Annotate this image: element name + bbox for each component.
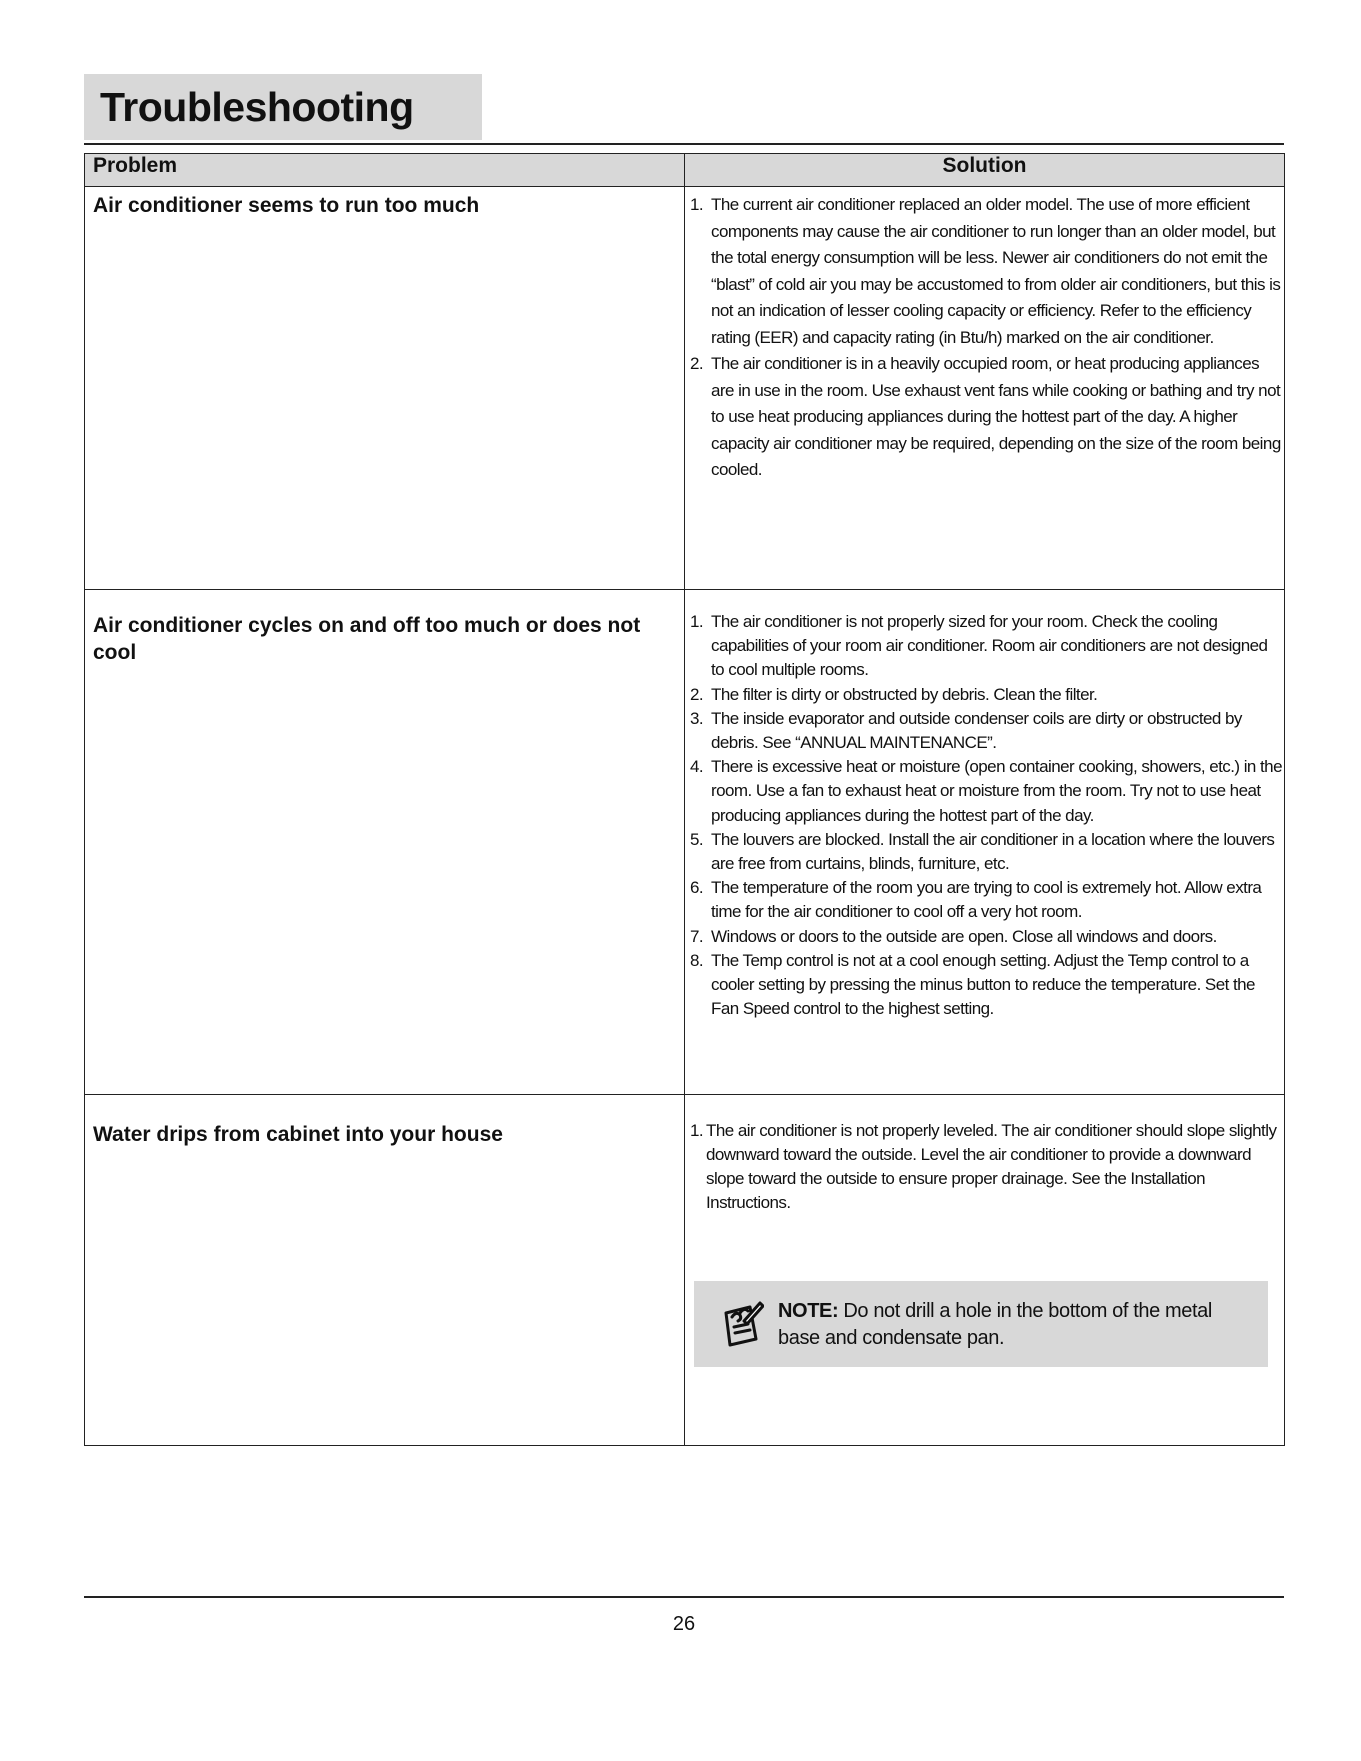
solution-text: The temperature of the room you are trying to cool is extremely hot. Allow extra time for the air conditioner to cool off a very hot room. <box>711 878 1262 922</box>
solution-text: The louvers are blocked. Install the air conditioner in a location where the louvers are free from curtains, blinds, furniture, etc. <box>711 829 1275 874</box>
problem-cell: Air conditioner cycles on and off too much or does not cool <box>85 590 685 1095</box>
solution-number: 3. <box>690 708 704 728</box>
solution-column-header: Solution <box>685 154 1285 187</box>
title-divider <box>84 143 1284 145</box>
solution-number: 1. <box>690 1121 704 1140</box>
solution-item <box>690 925 1282 949</box>
solution-text: The air conditioner is not properly sized for your room. Check the cooling capabilities of your room air conditioner. Room air conditioners are not designed to cool multiple rooms. <box>711 612 1268 680</box>
solution-number: 6. <box>690 878 704 898</box>
page-title: Troubleshooting <box>100 84 414 130</box>
solution-number: 8. <box>690 950 704 970</box>
solution-item <box>690 683 1282 707</box>
solution-number: 4. <box>690 757 704 777</box>
solution-cell <box>685 1095 1285 1446</box>
solution-item <box>690 610 1282 683</box>
solution-cell <box>685 590 1285 1095</box>
solution-number: 2. <box>690 684 704 704</box>
solution-text: The filter is dirty or obstructed by debris. Clean the filter. <box>711 684 1098 704</box>
note-label: NOTE: <box>778 1300 839 1322</box>
solution-number: 2. <box>690 354 704 373</box>
troubleshooting-table <box>84 153 1285 1446</box>
solution-item <box>690 876 1282 924</box>
table-row <box>85 1095 1285 1446</box>
solution-number: 7. <box>690 926 704 946</box>
solution-item <box>690 192 1282 351</box>
note-text: Do not drill a hole in the bottom of the metal base and condensate pan. <box>778 1300 1212 1349</box>
solution-list <box>690 610 1282 1021</box>
table-row <box>85 187 1285 590</box>
table-row <box>85 590 1285 1095</box>
page-number: 26 <box>672 1613 696 1635</box>
solution-item <box>690 949 1282 1022</box>
solution-text: The air conditioner is in a heavily occupied room, or heat producing appliances are in use in the room. Use exhaust vent fans while cooking or bathing and try not to use heat producing appliances during the hottest part of the day. A higher capacity air conditioner may be required, depending on the size of the room being cooled. <box>711 354 1281 479</box>
solution-number: 1. <box>690 612 704 631</box>
solution-text: The current air conditioner replaced an older model. The use of more efficient components may cause the air conditioner to run longer than an older model, but the total energy consumption will be less. Newer air conditioners do not emit the “blast” of cold air you may be accustomed to from older air conditioners, but this is not an indication of lesser cooling capacity or efficiency. Refer to the efficiency rating (EER) and capacity rating (in Btu/h) marked on the air conditioner. <box>711 195 1281 347</box>
footer-divider <box>84 1596 1284 1598</box>
solution-item <box>690 351 1282 484</box>
solution-number: 5. <box>690 829 704 849</box>
page-title-box <box>84 74 482 140</box>
solution-number: 1. <box>690 195 704 214</box>
note-box <box>694 1281 1268 1367</box>
solution-text: There is excessive heat or moisture (open container cooking, showers, etc.) in the room. Use a fan to exhaust heat or moisture from the room. Try not to use heat producing appliances during the hottest part of the day. <box>711 757 1282 825</box>
solution-item <box>690 1119 1282 1215</box>
table-header-row <box>85 154 1285 187</box>
solution-item <box>690 755 1282 828</box>
solution-text: The inside evaporator and outside condenser coils are dirty or obstructed by debris. See “ANNUAL MAINTENANCE”. <box>711 708 1242 753</box>
solution-text: Windows or doors to the outside are open. Close all windows and doors. <box>711 926 1217 946</box>
solution-item <box>690 707 1282 755</box>
note-pad-icon <box>720 1299 764 1349</box>
solution-text: The air conditioner is not properly leveled. The air conditioner should slope slightly downward toward the outside. Level the air conditioner to provide a downward slope toward the outside to ensure proper drainage. See the Installation Instructions. <box>706 1121 1277 1212</box>
solution-item <box>690 828 1282 876</box>
solution-list <box>690 1119 1282 1215</box>
problem-column-header: Problem <box>85 154 685 187</box>
solution-list <box>690 192 1282 484</box>
note-text-block <box>778 1298 1248 1352</box>
problem-cell: Air conditioner seems to run too much <box>85 187 685 590</box>
problem-cell: Water drips from cabinet into your house <box>85 1095 685 1446</box>
solution-text: The Temp control is not at a cool enough setting. Adjust the Temp control to a cooler setting by pressing the minus button to reduce the temperature. Set the Fan Speed control to the highest setting. <box>711 950 1255 1019</box>
solution-cell <box>685 187 1285 590</box>
